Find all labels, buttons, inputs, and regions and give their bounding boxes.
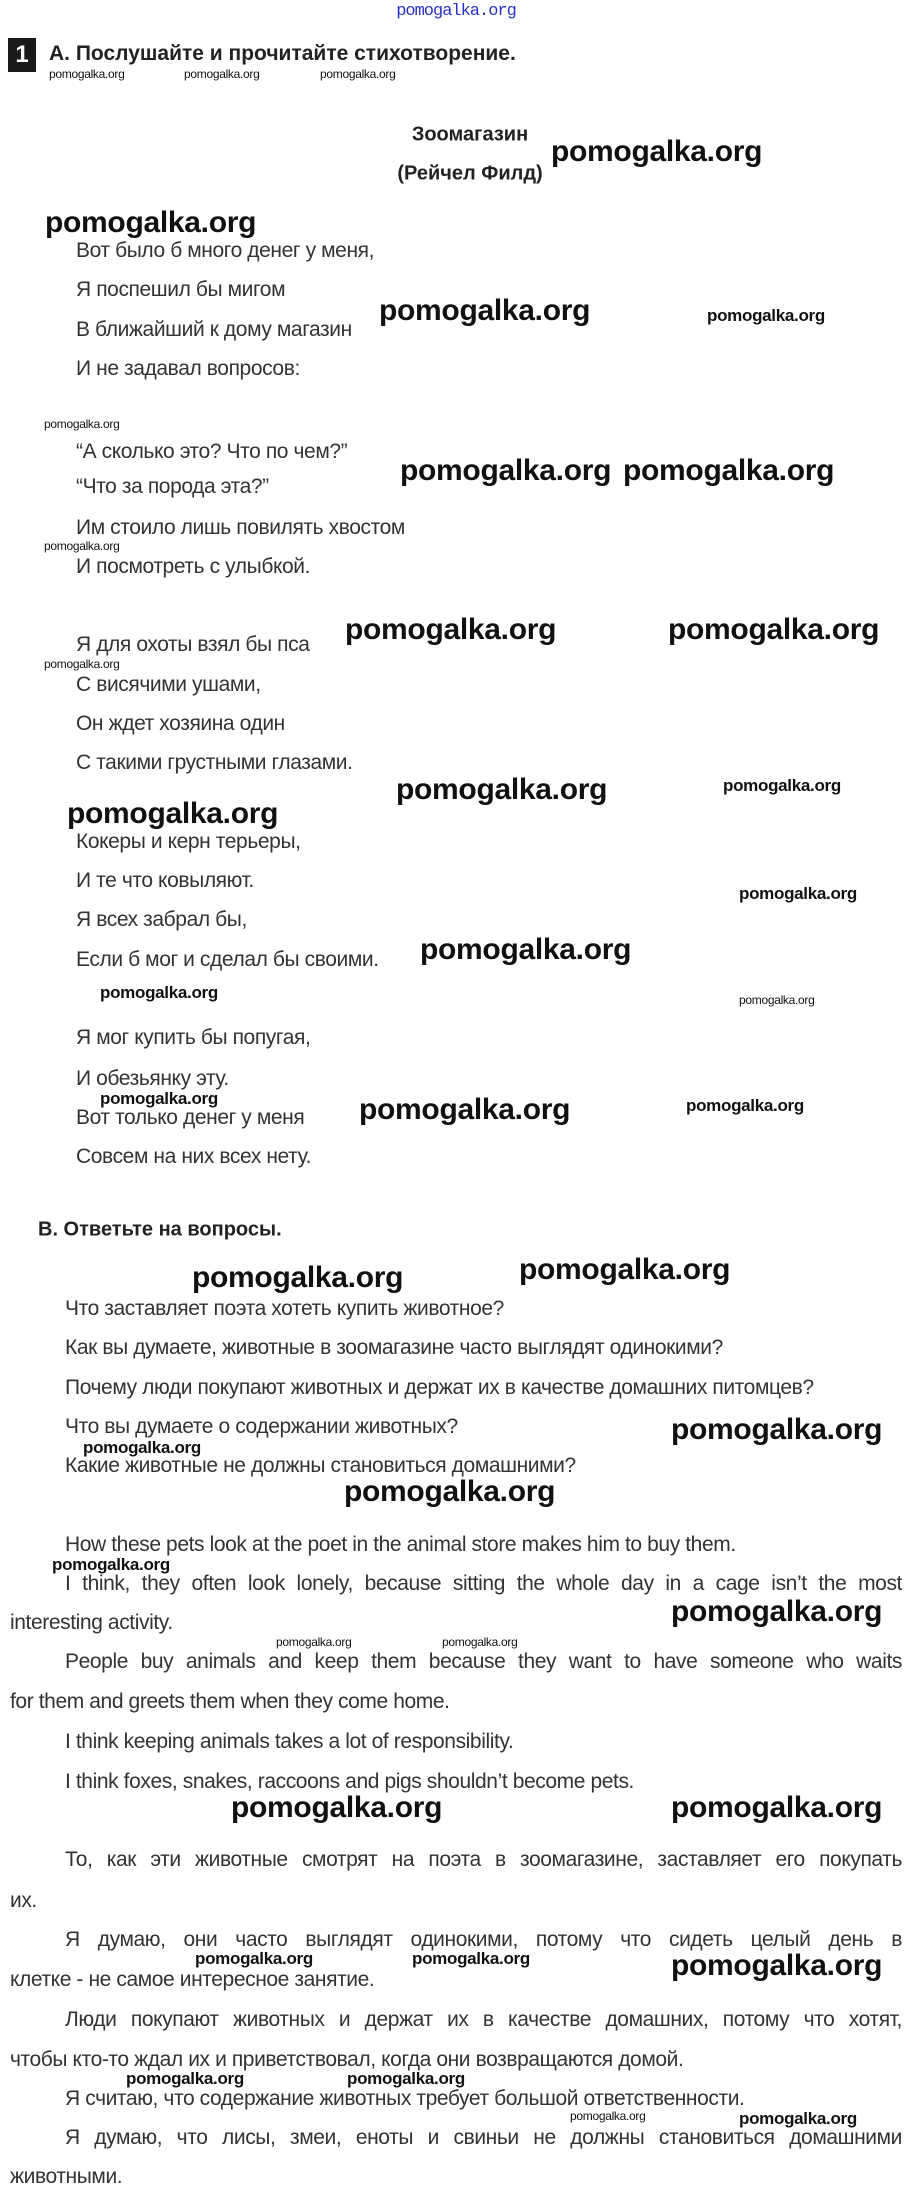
answer-ru-line: То, как эти животные смотрят на поэта в зоомагазине, заставляет его покупать bbox=[65, 1848, 902, 1871]
answer-ru-line: Я думаю, что лисы, змеи, еноты и свиньи не должны становиться домашними bbox=[65, 2126, 902, 2149]
watermark: pomogalka.org bbox=[671, 1949, 883, 1982]
watermark: pomogalka.org bbox=[442, 1635, 518, 1649]
watermark: pomogalka.org bbox=[344, 1475, 556, 1508]
question-item: Что заставляет поэта хотеть купить животное? bbox=[65, 1297, 504, 1320]
watermark: pomogalka.org bbox=[707, 306, 825, 325]
watermark: pomogalka.org bbox=[44, 417, 120, 431]
poem-line: Кокеры и керн терьеры, bbox=[76, 830, 301, 853]
watermark: pomogalka.org bbox=[44, 657, 120, 671]
answer-en-line: I think keeping animals takes a lot of responsibility. bbox=[65, 1730, 514, 1753]
watermark: pomogalka.org bbox=[49, 67, 125, 81]
watermark: pomogalka.org bbox=[623, 454, 835, 487]
answer-en-line: interesting activity. bbox=[10, 1611, 173, 1634]
poem-line: “А сколько это? Что по чем?” bbox=[76, 440, 348, 463]
watermark: pomogalka.org bbox=[100, 1089, 218, 1108]
question-item: Что вы думаете о содержании животных? bbox=[65, 1415, 458, 1438]
poem-line: Вот было б много денег у меня, bbox=[76, 239, 375, 262]
watermark: pomogalka.org bbox=[52, 1555, 170, 1574]
poem-title: Зоомагазин bbox=[411, 123, 529, 146]
poem-line: И не задавал вопросов: bbox=[76, 357, 300, 380]
poem-line: Вот только денег у меня bbox=[76, 1106, 305, 1129]
watermark: pomogalka.org bbox=[671, 1791, 883, 1824]
watermark: pomogalka.org bbox=[347, 2069, 465, 2088]
poem-author: (Рейчел Филд) bbox=[397, 162, 543, 185]
answer-en-line: I think, they often look lonely, because sitting the whole day in a cage isn’t the most bbox=[65, 1572, 902, 1595]
answer-en-line: How these pets look at the poet in the animal store makes him to buy them. bbox=[65, 1533, 736, 1556]
site-watermark: pomogalka.org bbox=[396, 2, 516, 21]
answer-ru-line: Люди покупают животных и держат их в качестве домашних, потому что хотят, bbox=[65, 2008, 902, 2031]
watermark: pomogalka.org bbox=[739, 884, 857, 903]
part-b-heading: B. Ответьте на вопросы. bbox=[38, 1218, 282, 1241]
question-item: Как вы думаете, животные в зоомагазине часто выглядят одинокими? bbox=[65, 1336, 723, 1359]
watermark: pomogalka.org bbox=[345, 613, 557, 646]
answer-en-line: for them and greets them when they come home. bbox=[10, 1690, 450, 1713]
question-item: Почему люди покупают животных и держат их в качестве домашних питомцев? bbox=[65, 1376, 814, 1399]
question-item: Какие животные не должны становиться домашними? bbox=[65, 1454, 576, 1477]
watermark: pomogalka.org bbox=[276, 1635, 352, 1649]
poem-line: Если б мог и сделал бы своими. bbox=[76, 948, 379, 971]
watermark: pomogalka.org bbox=[67, 797, 279, 830]
poem-line: И те что ковыляют. bbox=[76, 869, 254, 892]
watermark: pomogalka.org bbox=[420, 933, 632, 966]
watermark: pomogalka.org bbox=[396, 773, 608, 806]
watermark: pomogalka.org bbox=[195, 1949, 313, 1968]
watermark: pomogalka.org bbox=[379, 294, 591, 327]
answer-ru-line: Я думаю, они часто выглядят одинокими, потому что сидеть целый день в bbox=[65, 1928, 902, 1951]
watermark: pomogalka.org bbox=[231, 1791, 443, 1824]
watermark: pomogalka.org bbox=[686, 1096, 804, 1115]
watermark: pomogalka.org bbox=[320, 67, 396, 81]
poem-line: “Что за порода эта?” bbox=[76, 475, 269, 498]
poem-line: В ближайший к дому магазин bbox=[76, 318, 352, 341]
answer-ru-line: их. bbox=[10, 1889, 37, 1912]
poem-line: Я поспешил бы мигом bbox=[76, 278, 286, 301]
answer-ru-line: животными. bbox=[10, 2165, 123, 2188]
watermark: pomogalka.org bbox=[739, 2109, 857, 2128]
watermark: pomogalka.org bbox=[126, 2069, 244, 2088]
answer-en-line: People buy animals and keep them because they want to have someone who waits bbox=[65, 1650, 902, 1673]
watermark: pomogalka.org bbox=[83, 1438, 201, 1457]
poem-line: Я всех забрал бы, bbox=[76, 908, 247, 931]
answer-ru-line: Я считаю, что содержание животных требует большой ответственности. bbox=[65, 2087, 745, 2110]
exercise-number: 1 bbox=[8, 38, 36, 72]
watermark: pomogalka.org bbox=[551, 135, 763, 168]
poem-line: Я для охоты взял бы пса bbox=[76, 633, 310, 656]
poem-line: Им стоило лишь повилять хвостом bbox=[76, 516, 405, 539]
watermark: pomogalka.org bbox=[400, 454, 612, 487]
part-a-heading: А. Послушайте и прочитайте стихотворение. bbox=[49, 42, 516, 65]
watermark: pomogalka.org bbox=[723, 776, 841, 795]
poem-line: И обезьянку эту. bbox=[76, 1067, 229, 1090]
watermark: pomogalka.org bbox=[184, 67, 260, 81]
answer-ru-line: клетке - не самое интересное занятие. bbox=[10, 1968, 375, 1991]
poem-line: С такими грустными глазами. bbox=[76, 751, 353, 774]
poem-line: И посмотреть с улыбкой. bbox=[76, 555, 311, 578]
watermark: pomogalka.org bbox=[671, 1413, 883, 1446]
watermark: pomogalka.org bbox=[671, 1595, 883, 1628]
watermark: pomogalka.org bbox=[45, 206, 257, 239]
watermark: pomogalka.org bbox=[668, 613, 880, 646]
poem-line: С висячими ушами, bbox=[76, 673, 261, 696]
watermark: pomogalka.org bbox=[359, 1093, 571, 1126]
answer-en-line: I think foxes, snakes, raccoons and pigs shouldn’t become pets. bbox=[65, 1770, 634, 1793]
watermark: pomogalka.org bbox=[44, 539, 120, 553]
poem-line: Он ждет хозяина один bbox=[76, 712, 285, 735]
watermark: pomogalka.org bbox=[100, 983, 218, 1002]
watermark: pomogalka.org bbox=[739, 993, 815, 1007]
watermark: pomogalka.org bbox=[192, 1261, 404, 1294]
poem-line: Я мог купить бы попугая, bbox=[76, 1026, 311, 1049]
watermark: pomogalka.org bbox=[570, 2109, 646, 2123]
watermark: pomogalka.org bbox=[519, 1253, 731, 1286]
watermark: pomogalka.org bbox=[412, 1949, 530, 1968]
answer-ru-line: чтобы кто-то ждал их и приветствовал, когда они возвращаются домой. bbox=[10, 2048, 684, 2071]
poem-line: Совсем на них всех нету. bbox=[76, 1145, 312, 1168]
